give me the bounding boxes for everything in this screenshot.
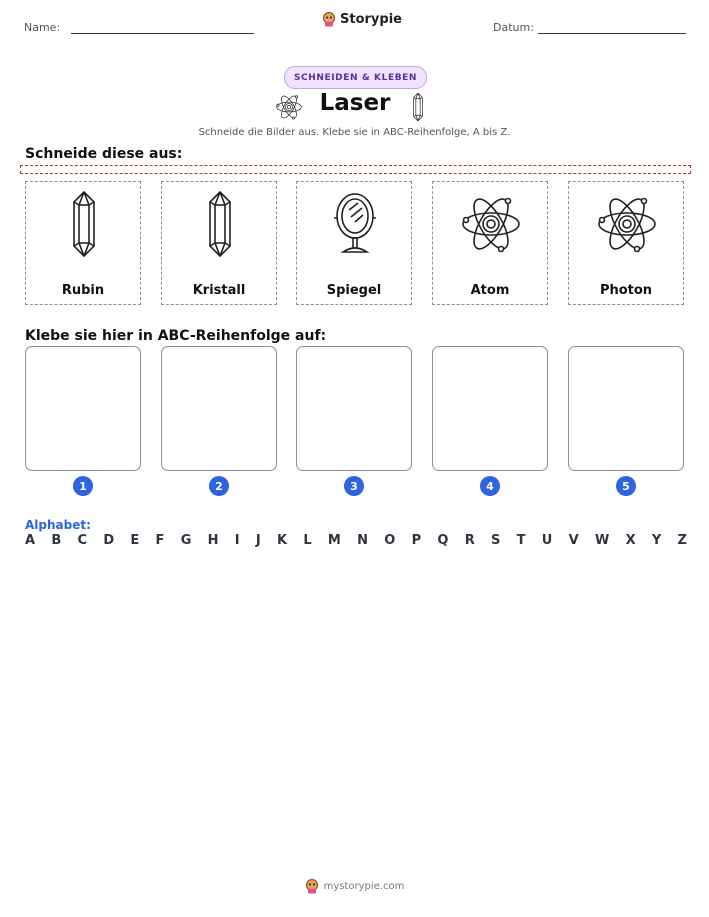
alphabet-letter: K [277, 533, 288, 548]
crystal-icon [405, 92, 431, 122]
cut-card[interactable] [432, 181, 548, 305]
alphabet-row [25, 533, 687, 548]
name-line[interactable] [71, 33, 254, 34]
card-label: Rubin [61, 283, 105, 298]
brand-name: Storypie [340, 12, 402, 27]
slot-number: 1 [73, 476, 93, 496]
atom-icon [461, 190, 521, 258]
paste-box[interactable] [161, 346, 277, 471]
cut-line [20, 165, 691, 174]
name-label: Name: [24, 21, 61, 34]
alphabet-letter: R [464, 533, 475, 548]
cut-card[interactable] [568, 181, 684, 305]
card-label: Photon [599, 283, 653, 298]
paste-box[interactable] [568, 346, 684, 471]
slot-number: 5 [616, 476, 636, 496]
slot-number: 2 [209, 476, 229, 496]
card-label: Kristall [192, 283, 246, 298]
crystal-icon [54, 190, 114, 258]
alphabet-letter: H [207, 533, 219, 548]
date-label: Datum: [493, 21, 534, 34]
alphabet-letter: J [255, 533, 261, 548]
alphabet-letter: E [130, 533, 140, 548]
mascot-icon [322, 12, 336, 27]
paste-box[interactable] [432, 346, 548, 471]
card-label: Atom [470, 283, 510, 298]
alphabet-letter: X [625, 533, 636, 548]
paste-box[interactable] [25, 346, 141, 471]
footer [0, 879, 709, 894]
paste-box[interactable] [296, 346, 412, 471]
alphabet-letter: U [541, 533, 553, 548]
alphabet-letter: C [77, 533, 88, 548]
alphabet-letter: S [491, 533, 501, 548]
footer-url[interactable]: mystorypie.com [323, 881, 405, 892]
mirror-icon [325, 190, 385, 258]
slot-number: 3 [344, 476, 364, 496]
mascot-icon [305, 879, 319, 894]
alphabet-letter: B [51, 533, 62, 548]
alphabet-letter: Y [651, 533, 662, 548]
crystal-icon [190, 190, 250, 258]
cut-card[interactable] [25, 181, 141, 305]
alphabet-letter: O [384, 533, 396, 548]
cut-card[interactable] [296, 181, 412, 305]
alphabet-letter: G [180, 533, 192, 548]
alphabet-title: Alphabet: [25, 518, 91, 532]
alphabet-letter: N [357, 533, 369, 548]
alphabet-letter: L [303, 533, 312, 548]
alphabet-letter: D [103, 533, 115, 548]
atom-icon [274, 92, 304, 122]
alphabet-letter: Q [437, 533, 449, 548]
slot-number: 4 [480, 476, 500, 496]
card-label: Spiegel [326, 283, 382, 298]
alphabet-letter: F [155, 533, 165, 548]
alphabet-letter: T [516, 533, 526, 548]
instructions: Schneide die Bilder aus. Klebe sie in ABC-Reihenfolge, A bis Z. [198, 127, 511, 138]
paste-section-title: Klebe sie hier in ABC-Reihenfolge auf: [25, 328, 327, 344]
activity-badge: SCHNEIDEN & KLEBEN [284, 66, 427, 89]
alphabet-letter: Z [677, 533, 687, 548]
date-line[interactable] [538, 33, 686, 34]
alphabet-letter: I [234, 533, 240, 548]
alphabet-letter: V [568, 533, 579, 548]
alphabet-letter: P [411, 533, 422, 548]
atom-icon [597, 190, 657, 258]
cut-section-title: Schneide diese aus: [25, 146, 183, 162]
alphabet-letter: M [327, 533, 341, 548]
alphabet-letter: A [25, 533, 36, 548]
brand-logo [322, 12, 402, 27]
alphabet-letter: W [594, 533, 610, 548]
cut-card[interactable] [161, 181, 277, 305]
page-title: Laser [319, 90, 391, 116]
